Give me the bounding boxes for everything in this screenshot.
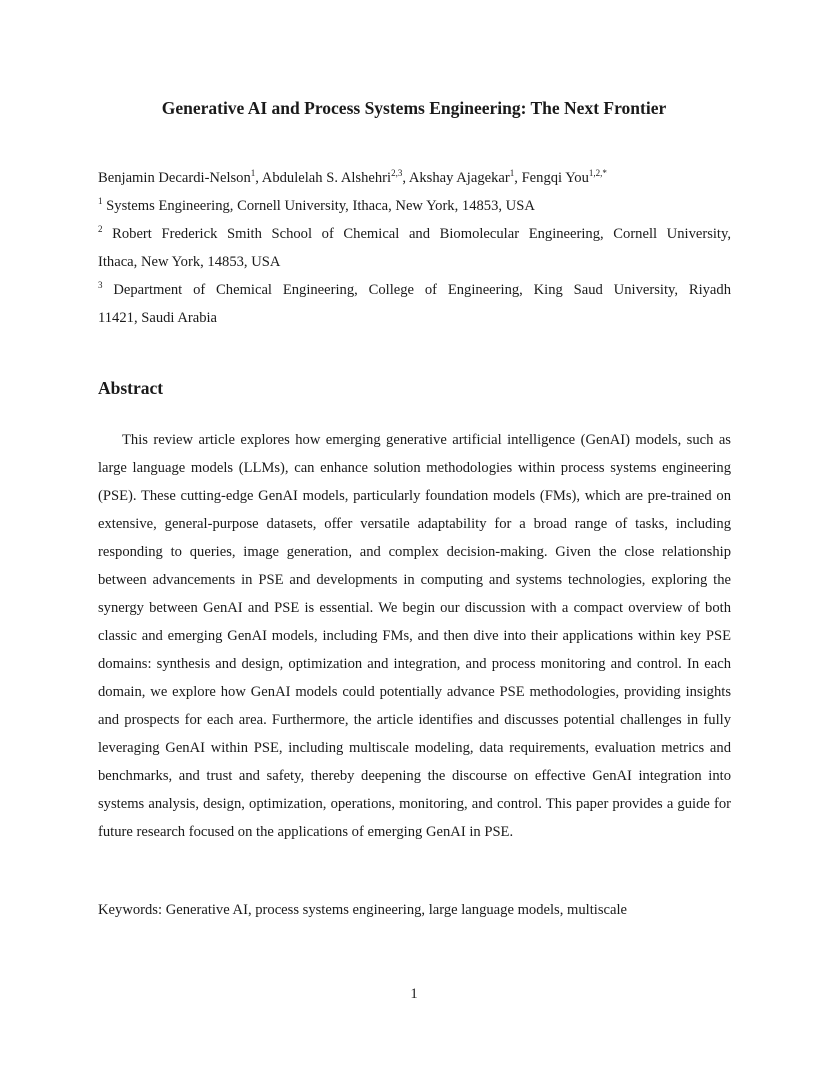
abstract-body: This review article explores how emerging generative artificial intelligence (GenAI) models, such as large language models (LLMs), can enhance solution methodologies within process systems engineering (PSE). These cutting-edge GenAI models, particularly foundation models (FMs), which are pre-trained on extensive, general-purpose datasets, offer versatile adaptability for a broad range of tasks, including responding to queries, image generation, and complex decision-making. Given the close relationship between advancements in PSE and developments in computing and systems technologies, exploring the synergy between GenAI and PSE is essential. We begin our discussion with a compact overview of both classic and emerging GenAI models, including FMs, and then dive into their applications within key PSE domains: synthesis and design, optimization and integration, and process monitoring and control. In each domain, we explore how GenAI models could potentially advance PSE methodologies, providing insights and prospects for each area. Furthermore, the article identifies and discusses potential challenges in fully leveraging GenAI within PSE, including multiscale modeling, data requirements, evaluation metrics and benchmarks, and trust and safety, thereby deepening the discourse on effective GenAI integration into systems analysis, design, optimization, operations, monitoring, and control. This paper provides a guide for future research focused on the applications of emerging GenAI in PSE. bbox=[98, 432, 731, 840]
affiliation-2-line-1 bbox=[98, 226, 731, 243]
author-affiliation-mark: 1 bbox=[509, 168, 515, 178]
author-name: Abdulelah S. Alshehri bbox=[261, 170, 392, 186]
abstract-heading: Abstract bbox=[98, 378, 164, 398]
affiliation-2-line-2: Ithaca, New York, 14853, USA bbox=[98, 254, 281, 270]
keywords-line: Keywords: Generative AI, process systems engineering, large language models, multiscale bbox=[98, 902, 628, 918]
author-affiliation-mark: 1,2,* bbox=[588, 168, 607, 178]
author-affiliation-mark: 1 bbox=[250, 168, 256, 178]
author-list bbox=[98, 170, 731, 187]
author-name: Akshay Ajagekar bbox=[408, 170, 510, 186]
author-separator: , bbox=[402, 170, 409, 186]
affiliation-number: 1 bbox=[98, 196, 103, 206]
affiliation-number: 3 bbox=[98, 280, 103, 290]
affiliation-1 bbox=[98, 198, 731, 215]
author-affiliation-mark: 2,3 bbox=[391, 168, 403, 178]
affiliation-text: Robert Frederick Smith School of Chemical and Biomolecular Engineering, Cornell University, bbox=[112, 226, 731, 242]
paper-title: Generative AI and Process Systems Engineering: The Next Frontier bbox=[161, 98, 667, 118]
page-number: 1 bbox=[410, 986, 418, 1002]
author-name: Benjamin Decardi-Nelson bbox=[98, 170, 251, 186]
affiliation-text: Systems Engineering, Cornell University, Ithaca, New York, 14853, USA bbox=[106, 198, 535, 214]
affiliation-number: 2 bbox=[98, 224, 103, 234]
author-separator: , bbox=[514, 170, 522, 186]
author-name: Fengqi You bbox=[521, 170, 589, 186]
affiliation-3-line-1 bbox=[98, 282, 731, 299]
affiliation-3-line-2: 11421, Saudi Arabia bbox=[98, 310, 218, 326]
affiliation-text: Department of Chemical Engineering, College of Engineering, King Saud University, Riyadh bbox=[113, 282, 731, 298]
author-separator: , bbox=[255, 170, 262, 186]
